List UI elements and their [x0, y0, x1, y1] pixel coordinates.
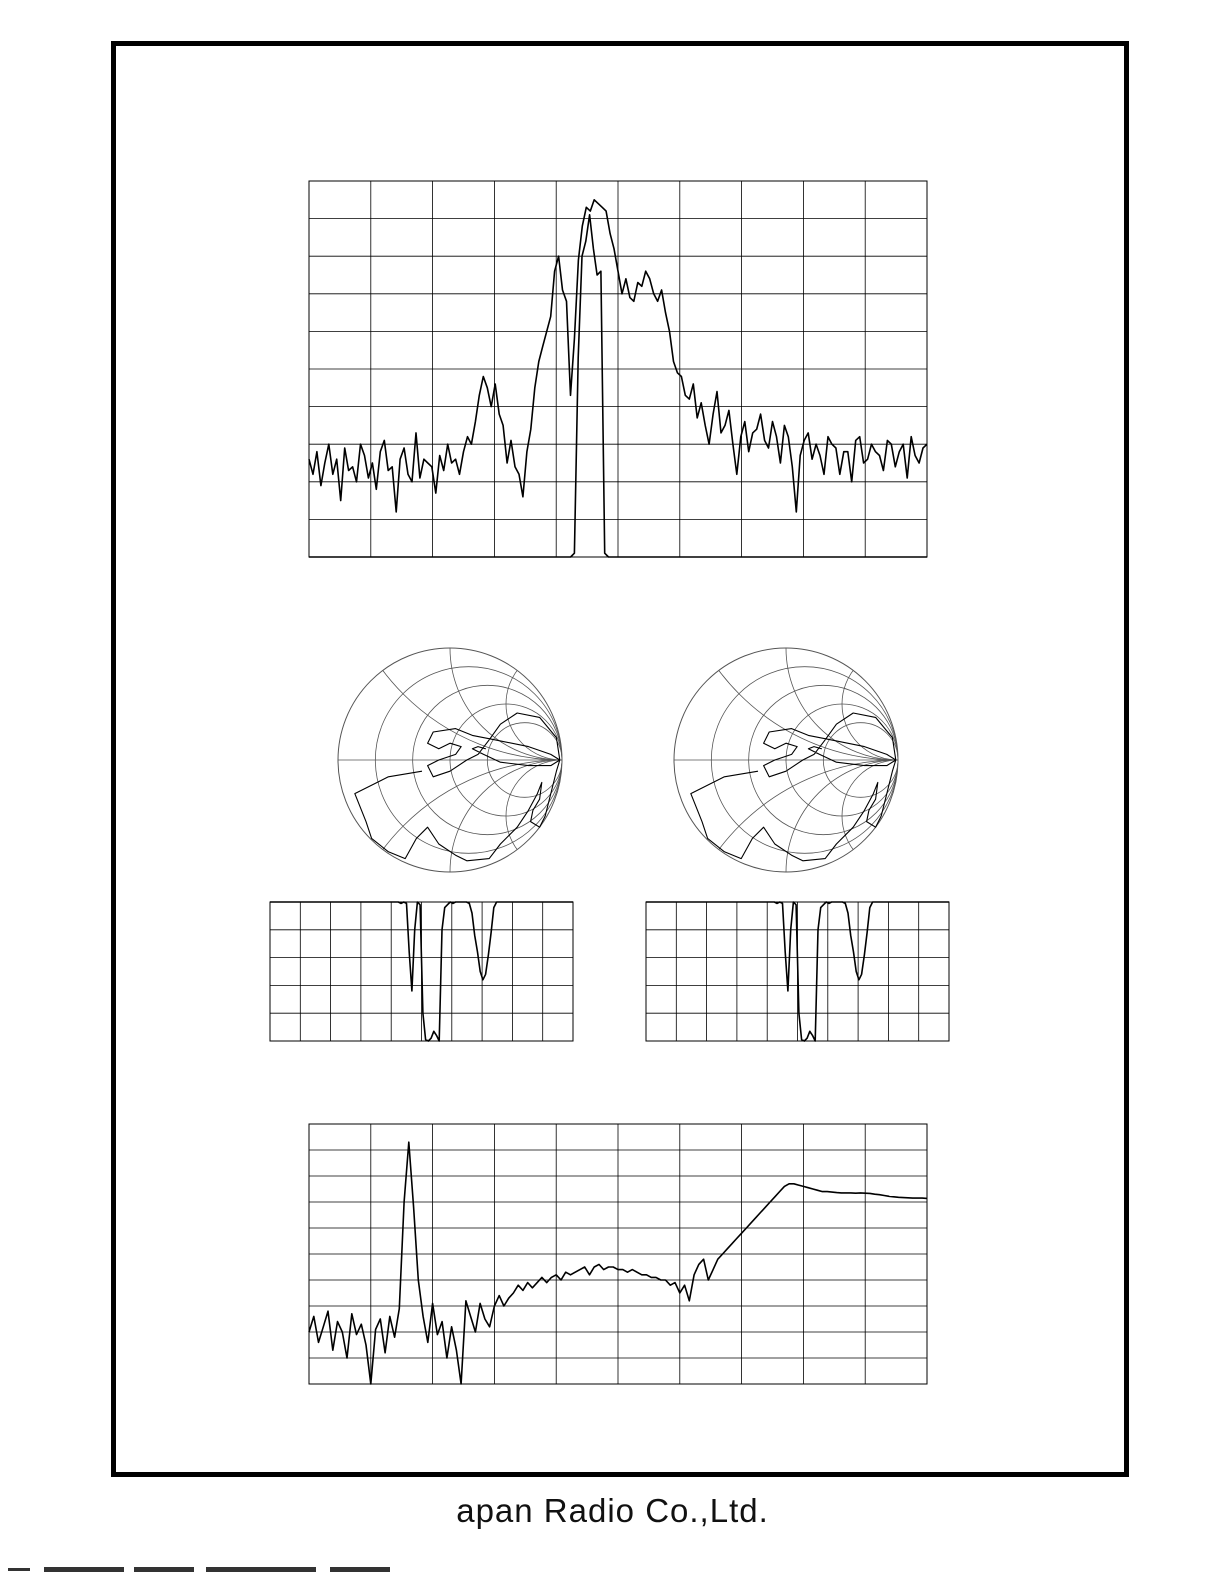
- transmission-chart: [308, 180, 928, 558]
- footer-strip: [0, 1565, 1225, 1577]
- group-delay-chart: [308, 1123, 928, 1385]
- company-name: apan Radio Co.,Ltd.: [456, 1492, 769, 1529]
- return-loss-chart-left: [269, 901, 574, 1042]
- footer-strip-marks: [0, 1565, 1225, 1577]
- smith-chart-right: [672, 646, 900, 874]
- smith-chart-left: [336, 646, 564, 874]
- return-loss-chart-right: [645, 901, 950, 1042]
